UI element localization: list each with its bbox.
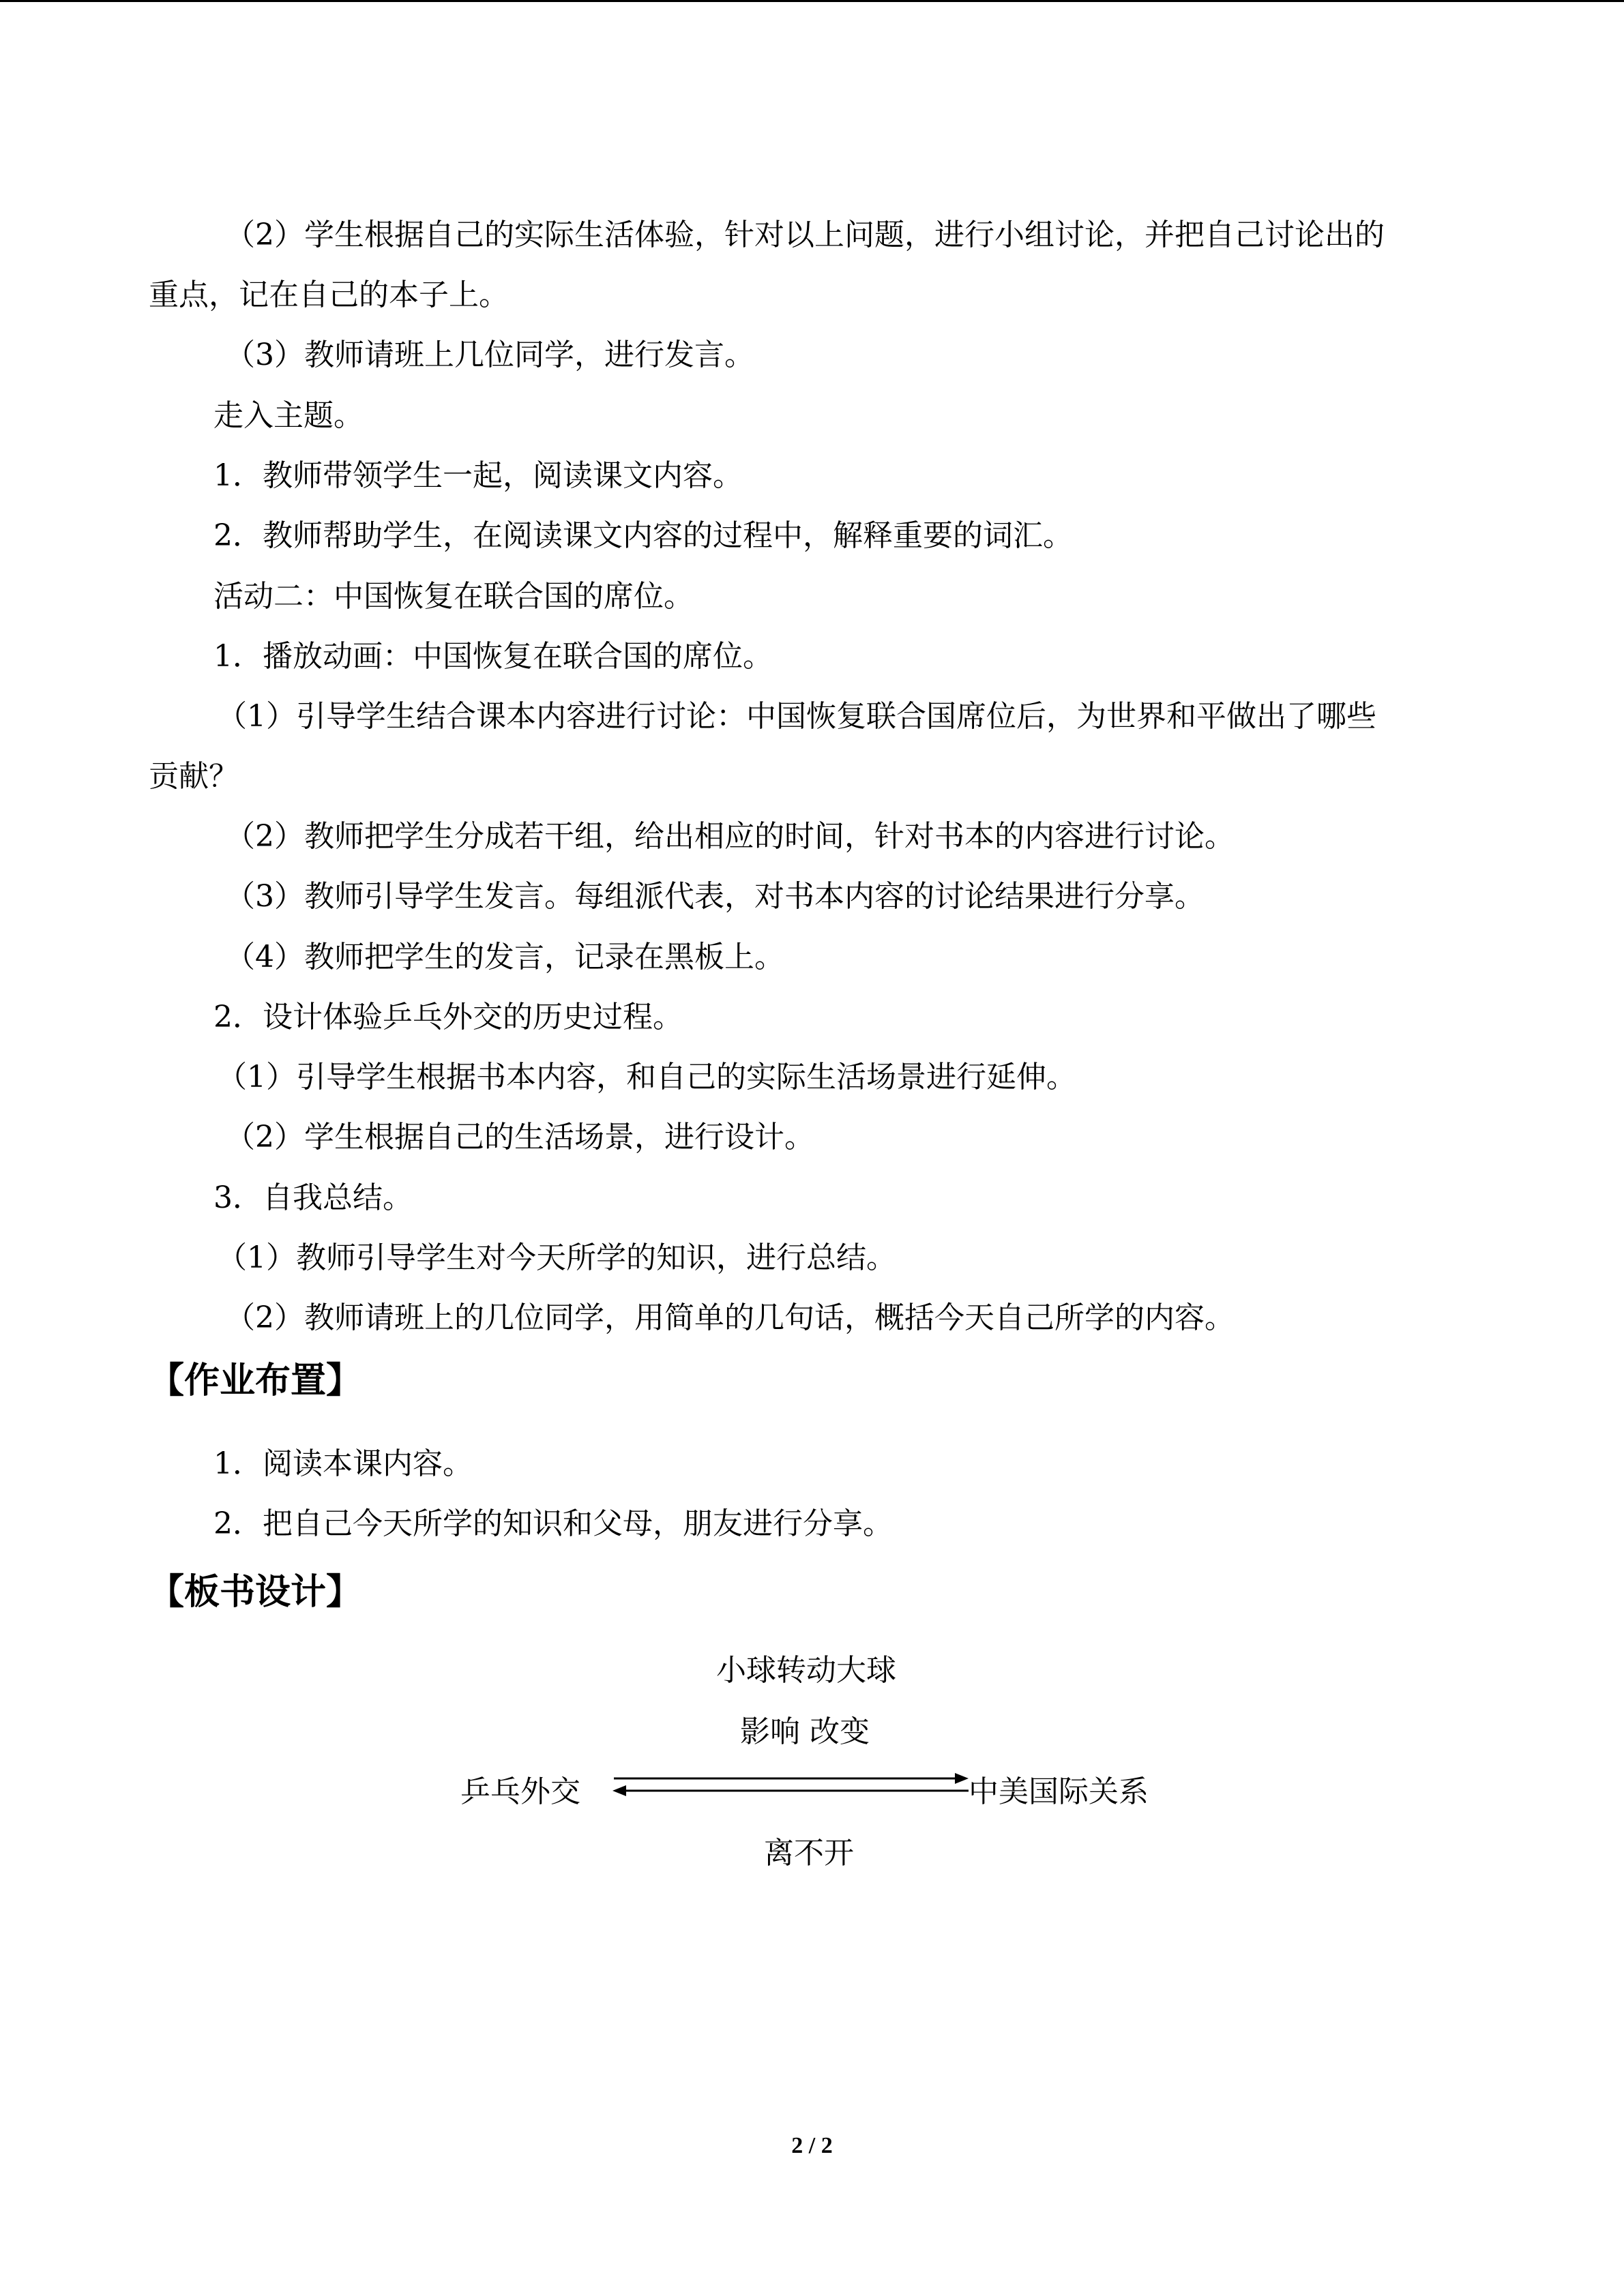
homework-item: 2．把自己今天所学的知识和父母，朋友进行分享。 — [213, 1506, 893, 1541]
homework-item: 1．阅读本课内容。 — [213, 1446, 473, 1481]
paragraph-line: 走入主题。 — [213, 398, 364, 433]
homework-heading: 【作业布置】 — [149, 1360, 362, 1401]
paragraph-line: 1．教师带领学生一起，阅读课文内容。 — [213, 458, 743, 493]
board-top-line: 小球转动大球 — [716, 1653, 896, 1688]
board-heading: 【板书设计】 — [149, 1572, 362, 1613]
paragraph-line: 2．教师帮助学生，在阅读课文内容的过程中，解释重要的词汇。 — [213, 518, 1073, 553]
paragraph-line: （1）引导学生根据书本内容，和自己的实际生活场景进行延伸。 — [217, 1060, 1076, 1094]
right-arrowhead-icon — [955, 1773, 969, 1784]
paragraph-line: （2）学生根据自己的实际生活体验，针对以上问题，进行小组讨论，并把自己讨论出的 — [225, 218, 1385, 252]
paragraph-line: （3）教师引导学生发言。每组派代表，对书本内容的讨论结果进行分享。 — [225, 879, 1205, 914]
board-bottom-line: 离不开 — [764, 1836, 854, 1870]
paragraph-line: 2．设计体验乒乓外交的历史过程。 — [213, 1000, 683, 1034]
paragraph-line: （2）教师请班上的几位同学，用简单的几句话，概括今天自己所学的内容。 — [225, 1300, 1235, 1335]
paragraph-line: 1．播放动画：中国恢复在联合国的席位。 — [213, 639, 773, 674]
paragraph-line: （3）教师请班上几位同学，进行发言。 — [225, 338, 754, 372]
paragraph-line: 贡献？ — [149, 759, 239, 794]
paragraph-line: （2）学生根据自己的生活场景，进行设计。 — [225, 1120, 814, 1154]
left-arrowhead-icon — [612, 1785, 626, 1796]
board-middle-line: 影响 改变 — [740, 1714, 870, 1749]
paragraph-line: （1）引导学生结合课本内容进行讨论：中国恢复联合国席位后，为世界和平做出了哪些 — [217, 699, 1376, 734]
page-number: 2 / 2 — [791, 2133, 833, 2158]
paragraph-line: 活动二：中国恢复在联合国的席位。 — [213, 579, 694, 614]
board-left-label: 乒乓外交 — [460, 1774, 580, 1809]
double-arrow-icon — [607, 1766, 975, 1807]
paragraph-line: （1）教师引导学生对今天所学的知识，进行总结。 — [217, 1240, 896, 1275]
paragraph-line: 3．自我总结。 — [213, 1180, 413, 1215]
paragraph-line: （4）教师把学生的发言，记录在黑板上。 — [225, 940, 784, 974]
board-right-label: 中美国际关系 — [969, 1774, 1149, 1809]
paragraph-line: 重点，记在自己的本子上。 — [149, 278, 509, 312]
paragraph-line: （2）教师把学生分成若干组，给出相应的时间，针对书本的内容进行讨论。 — [225, 819, 1235, 854]
